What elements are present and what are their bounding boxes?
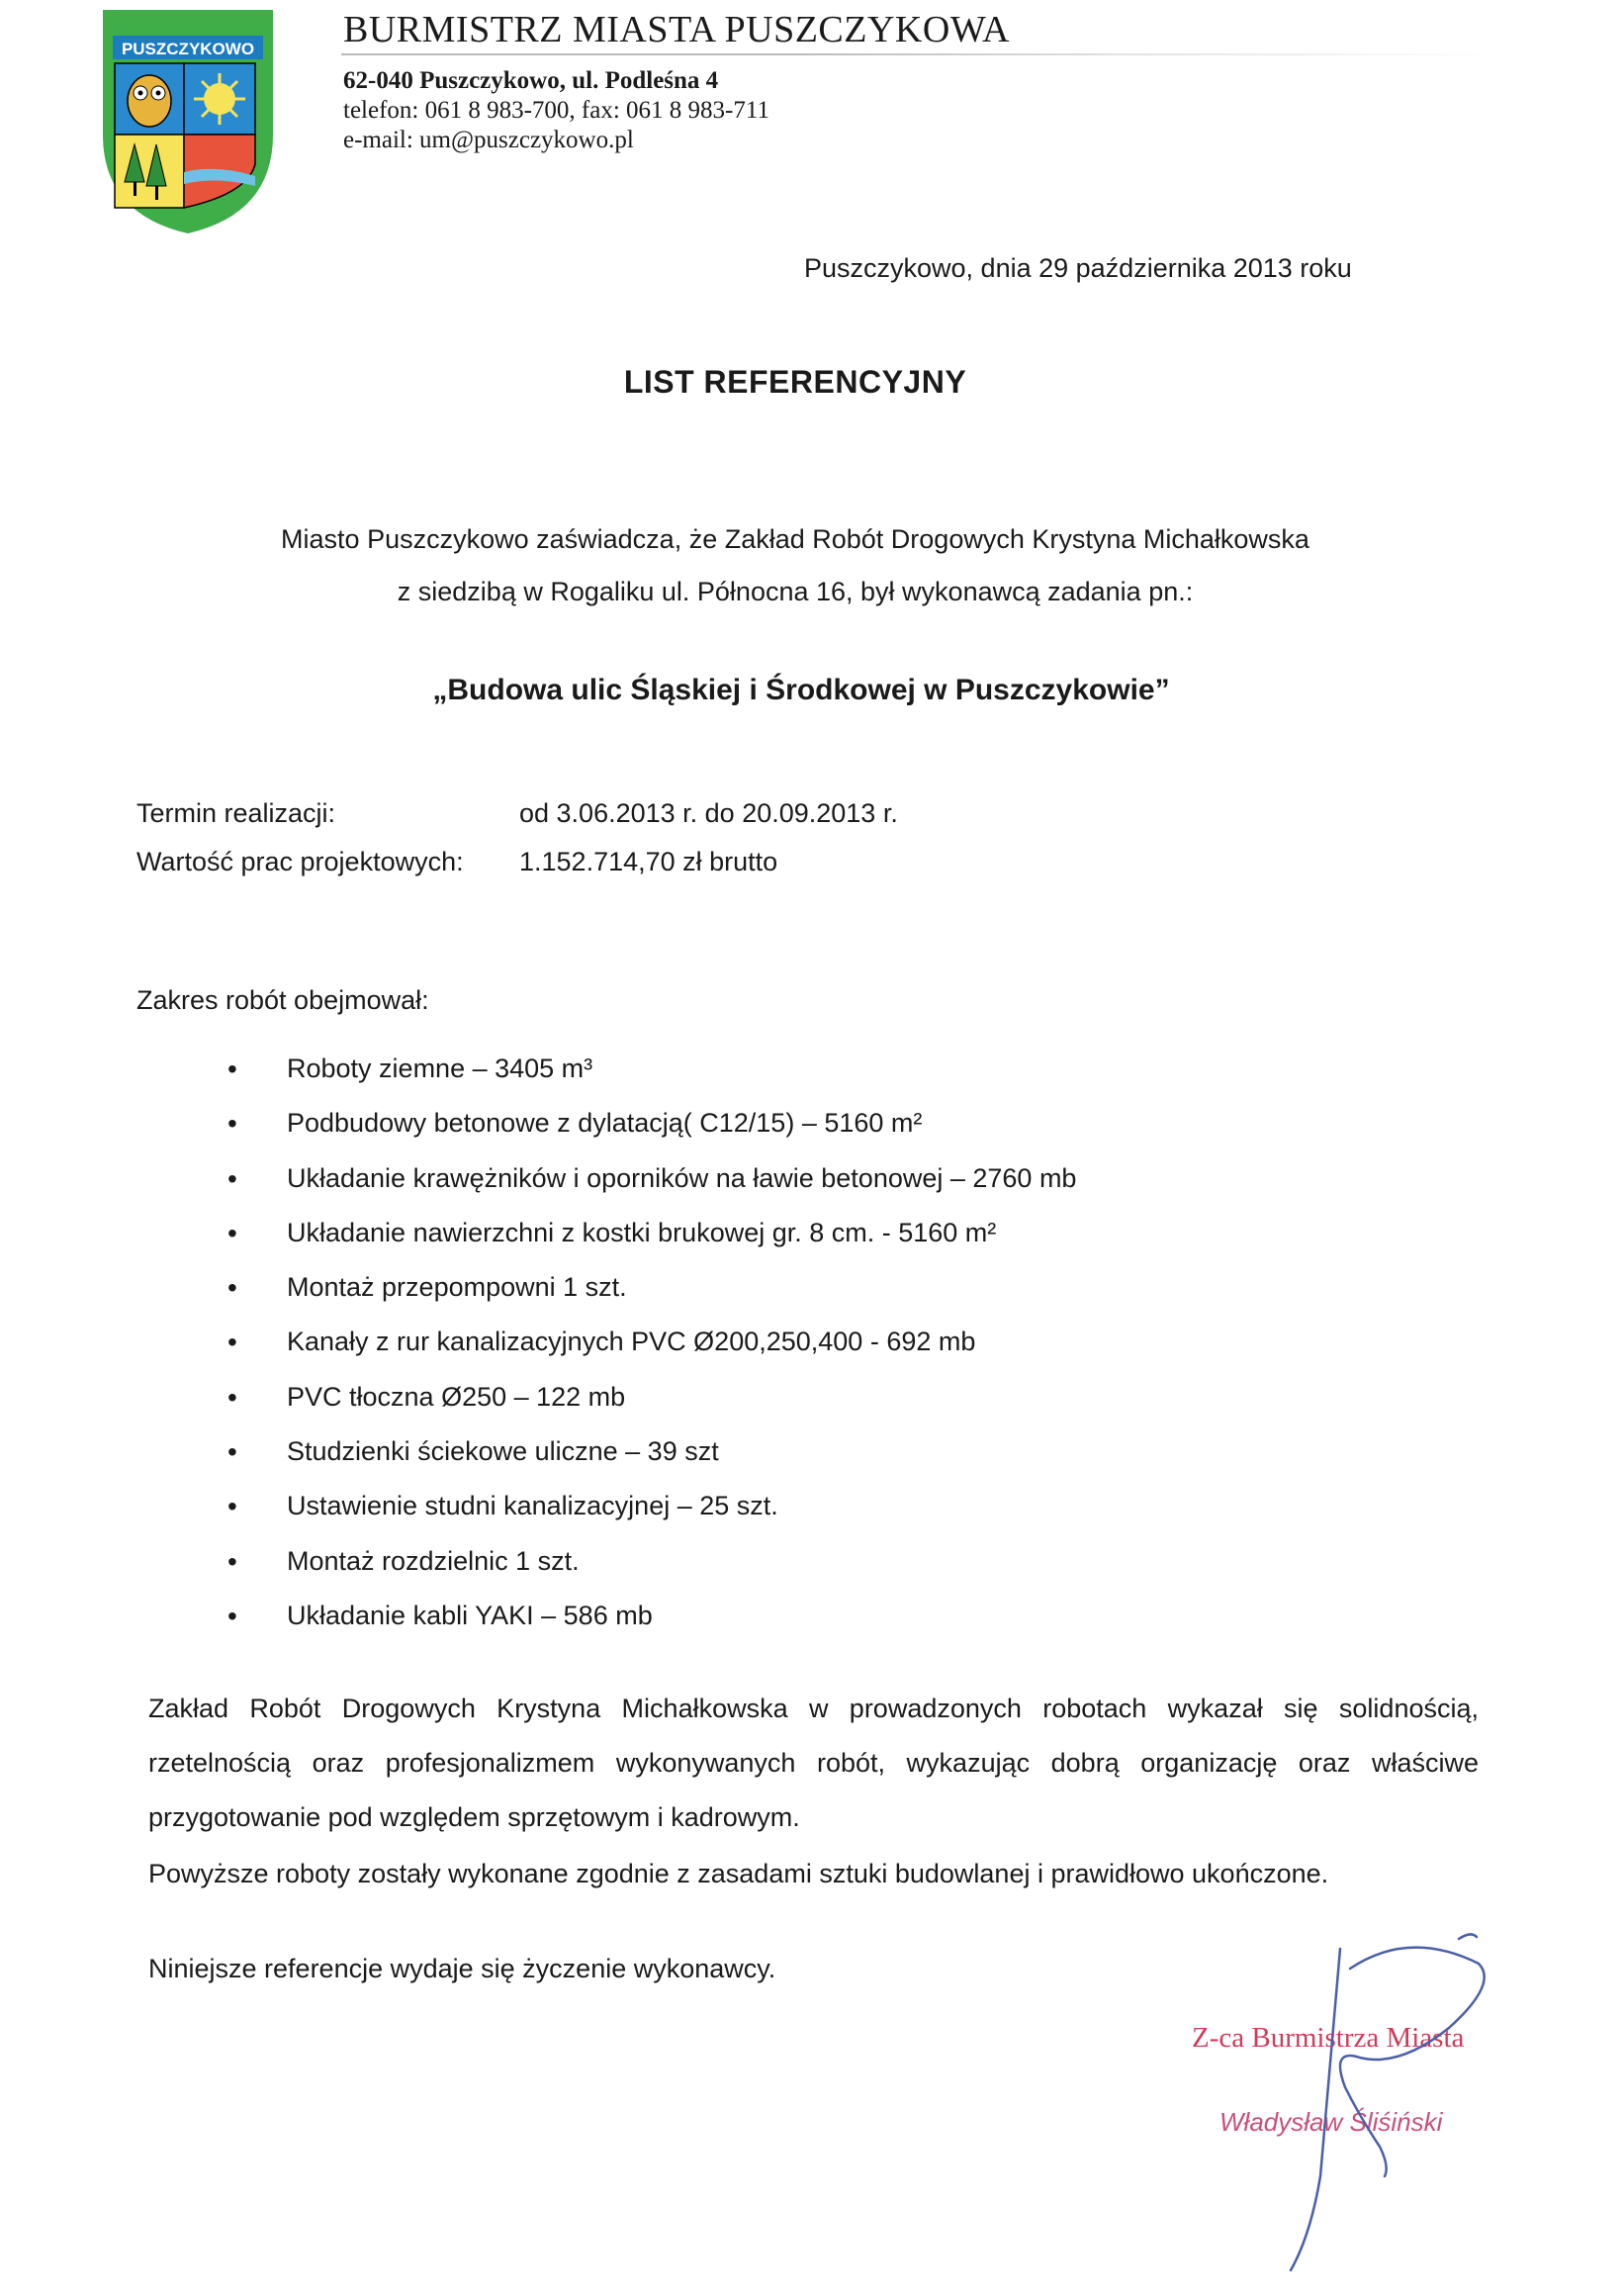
field-value-term: od 3.06.2013 r. do 20.09.2013 r. <box>519 798 898 828</box>
letter-date: Puszczykowo, dnia 29 października 2013 roku <box>804 253 1352 283</box>
puszczykowo-crest-logo <box>99 6 277 237</box>
list-item: • Układanie krawężników i oporników na ławie betonowej – 2760 mb <box>227 1163 1076 1218</box>
field-value-value: 1.152.714,70 zł brutto <box>519 847 778 876</box>
list-item: • Podbudowy betonowe z dylatacją( C12/15) – 5160 m² <box>227 1108 1076 1162</box>
task-name: „Budowa ulic Śląskiej i Środkowej w Puszczykowie” <box>432 674 1170 706</box>
paragraph-assessment: Zakład Robót Drogowych Krystyna Michałkowska w prowadzonych robotach wykazał się solidnością, rzetelnością oraz profesjonalizmem wykonywanych robót, wykazując dobrą organizację oraz właściwe przygotowanie pod względem sprzętowym i kadrowym. <box>148 1694 1479 1832</box>
document-title: LIST REFERENCYJNY <box>623 364 967 400</box>
field-label-term: Termin realizacji: <box>136 798 336 828</box>
signatory-name: Władysław Śliśiński <box>1219 2107 1443 2137</box>
list-item: • Studzienki ściekowe uliczne – 39 szt <box>227 1436 1076 1491</box>
list-item: • Układanie nawierzchni z kostki brukowej gr. 8 cm. - 5160 m² <box>227 1218 1076 1272</box>
letterhead-email: e-mail: um@puszczykowo.pl <box>343 127 634 153</box>
list-item: • Roboty ziemne – 3405 m³ <box>227 1054 1076 1108</box>
letterhead-divider <box>341 53 1498 55</box>
handwritten-signature <box>1212 1909 1508 2275</box>
letterhead-address: 62-040 Puszczykowo, ul. Podleśna 4 <box>343 67 719 94</box>
paragraph-completion: Powyższe roboty zostały wykonane zgodnie z zasadami sztuki budowlanej i prawidłowo ukończone. <box>148 1859 1329 1888</box>
signatory-role: Z-ca Burmistrza Miasta <box>1192 2022 1465 2054</box>
intro-line-2: z siedzibą w Rogaliku ul. Północna 16, był wykonawcą zadania pn.: <box>397 577 1194 606</box>
list-item: • Ustawienie studni kanalizacyjnej – 25 szt. <box>227 1491 1076 1545</box>
paragraph-closing: Niniejsze referencje wydaje się życzenie wykonawcy. <box>148 1954 776 1983</box>
scope-label: Zakres robót obejmował: <box>136 985 429 1015</box>
scope-list <box>227 1054 1076 1655</box>
intro-line-1: Miasto Puszczykowo zaświadcza, że Zakład Robót Drogowych Krystyna Michałkowska <box>281 524 1309 554</box>
list-item: • Montaż rozdzielnic 1 szt. <box>227 1546 1076 1601</box>
list-item: • Układanie kabli YAKI – 586 mb <box>227 1601 1076 1655</box>
list-item: • Montaż przepompowni 1 szt. <box>227 1272 1076 1327</box>
letterhead-phone: telefon: 061 8 983-700, fax: 061 8 983-711 <box>343 97 769 124</box>
list-item: • PVC tłoczna Ø250 – 122 mb <box>227 1382 1076 1436</box>
list-item: • Kanały z rur kanalizacyjnych PVC Ø200,250,400 - 692 mb <box>227 1327 1076 1381</box>
letterhead-title: BURMISTRZ MIASTA PUSZCZYKOWA <box>343 9 1010 50</box>
crest-text: PUSZCZYKOWO <box>121 40 255 58</box>
field-label-value: Wartość prac projektowych: <box>136 847 464 876</box>
